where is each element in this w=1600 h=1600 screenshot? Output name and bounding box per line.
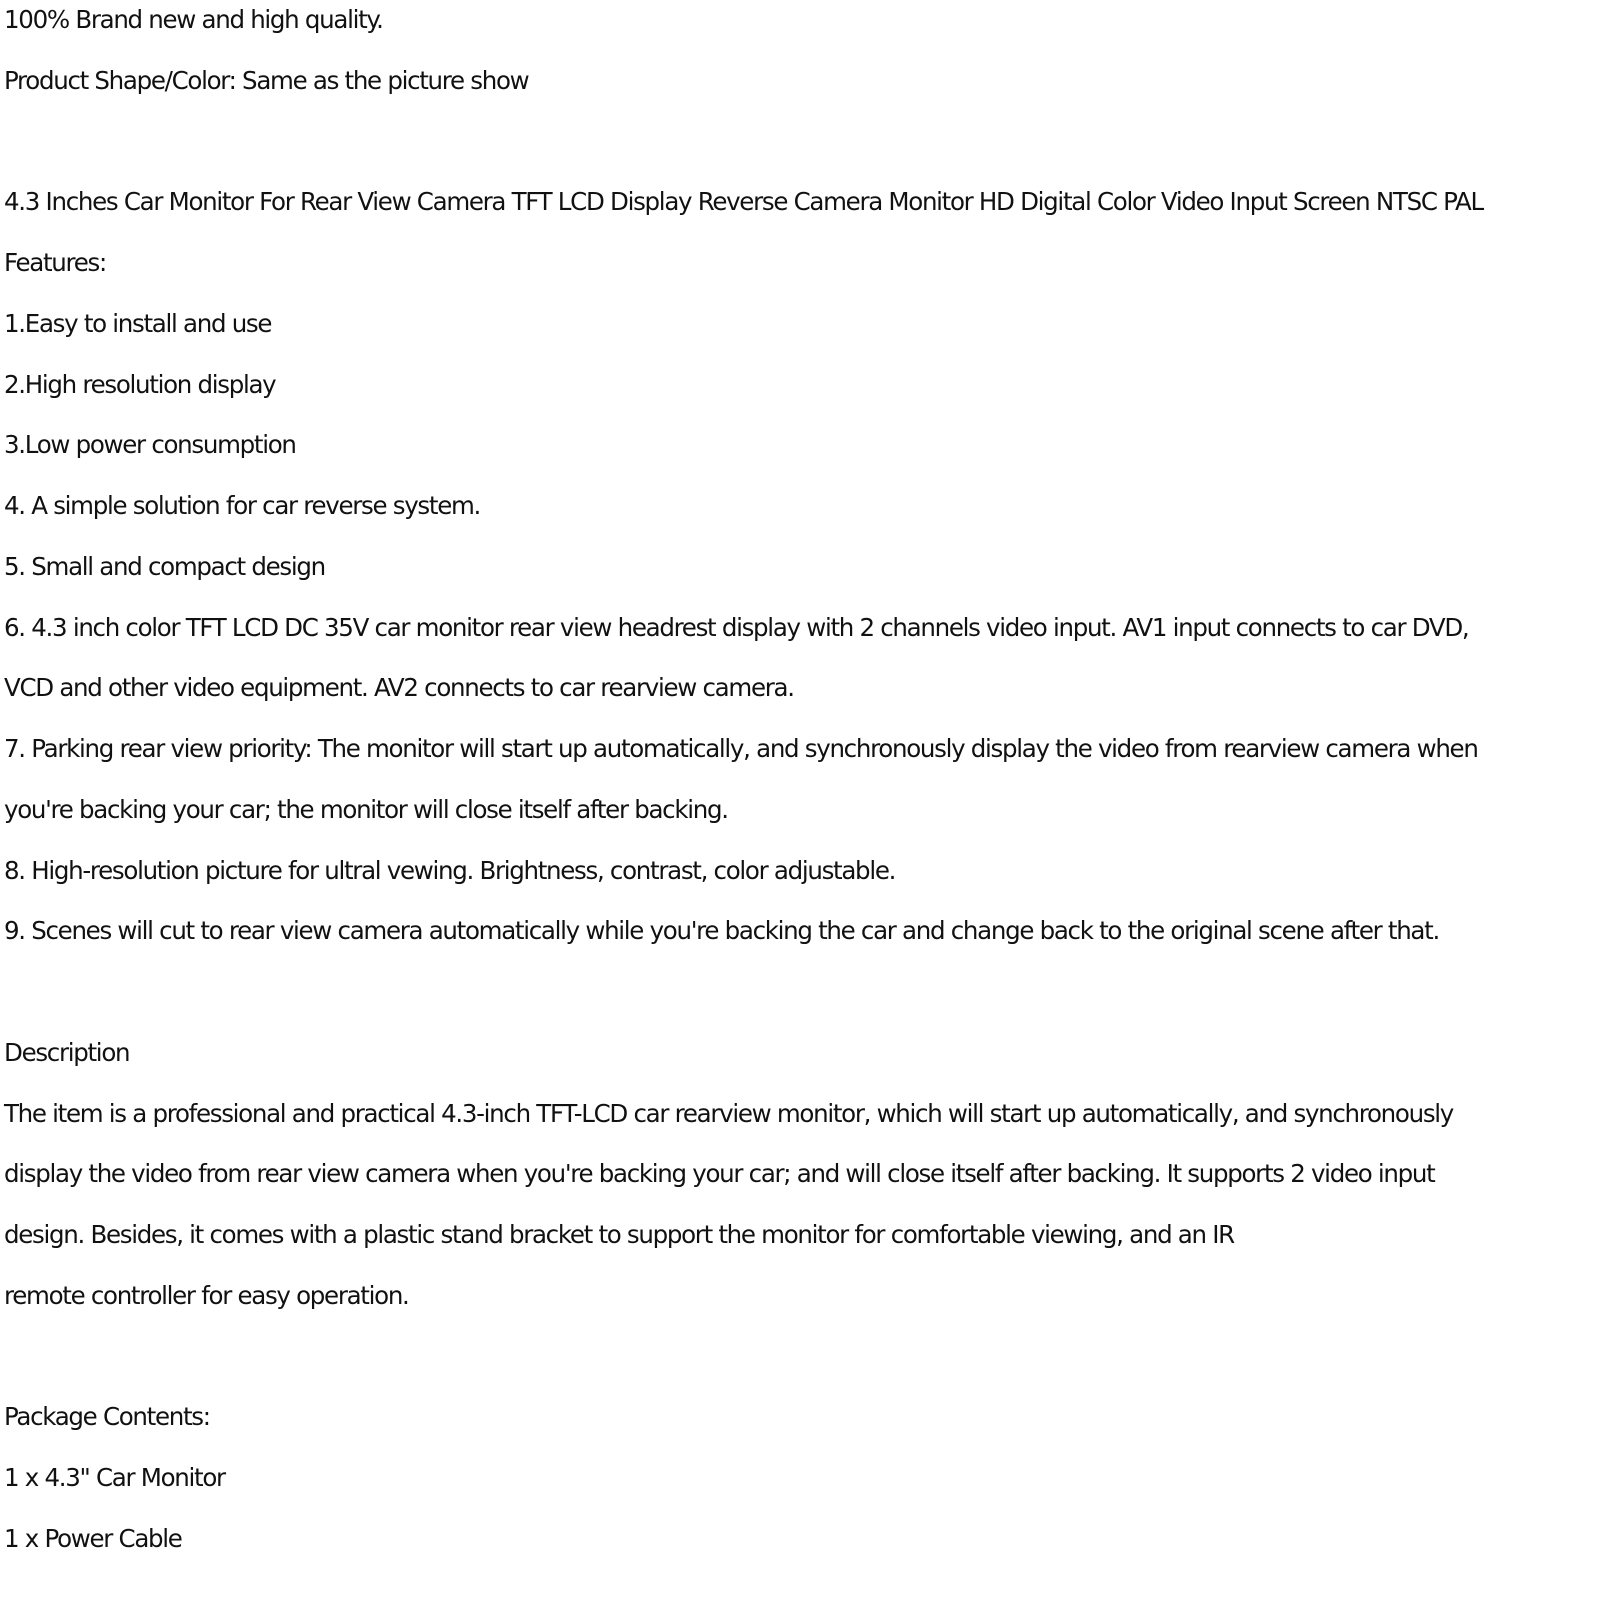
feature-item-5: 5. Small and compact design — [4, 552, 325, 581]
feature-item-6-continued: VCD and other video equipment. AV2 connects to car rearview camera. — [4, 673, 794, 702]
features-heading: Features: — [4, 248, 106, 277]
product-title: 4.3 Inches Car Monitor For Rear View Camera TFT LCD Display Reverse Camera Monitor HD Digital Color Video Input Screen NTSC PAL — [4, 187, 1483, 216]
feature-item-7-continued: you're backing your car; the monitor will close itself after backing. — [4, 795, 728, 824]
package-item-power-cable: 1 x Power Cable — [4, 1524, 182, 1553]
feature-item-8: 8. High-resolution picture for ultral vewing. Brightness, contrast, color adjustable. — [4, 856, 896, 885]
package-contents-heading: Package Contents: — [4, 1402, 210, 1431]
feature-item-4: 4. A simple solution for car reverse system. — [4, 491, 481, 520]
description-line-4: remote controller for easy operation. — [4, 1281, 409, 1310]
feature-item-6: 6. 4.3 inch color TFT LCD DC 35V car monitor rear view headrest display with 2 channels video input. AV1 input connects to car DVD, — [4, 613, 1469, 642]
feature-item-2: 2.High resolution display — [4, 370, 276, 399]
line-brand-new: 100% Brand new and high quality. — [4, 5, 383, 34]
feature-item-3: 3.Low power consumption — [4, 430, 296, 459]
description-line-2: display the video from rear view camera when you're backing your car; and will close itself after backing. It supports 2 video input — [4, 1159, 1435, 1188]
description-heading: Description — [4, 1038, 130, 1067]
feature-item-7: 7. Parking rear view priority: The monitor will start up automatically, and synchronously display the video from rearview camera when — [4, 734, 1478, 763]
line-shape-color: Product Shape/Color: Same as the picture show — [4, 66, 529, 95]
feature-item-1: 1.Easy to install and use — [4, 309, 272, 338]
description-line-3: design. Besides, it comes with a plastic stand bracket to support the monitor for comfortable viewing, and an IR — [4, 1220, 1234, 1249]
description-line-1: The item is a professional and practical 4.3-inch TFT-LCD car rearview monitor, which will start up automatically, and synchronously — [4, 1099, 1454, 1128]
package-item-monitor: 1 x 4.3" Car Monitor — [4, 1463, 225, 1492]
feature-item-9: 9. Scenes will cut to rear view camera automatically while you're backing the car and change back to the original scene after that. — [4, 916, 1439, 945]
